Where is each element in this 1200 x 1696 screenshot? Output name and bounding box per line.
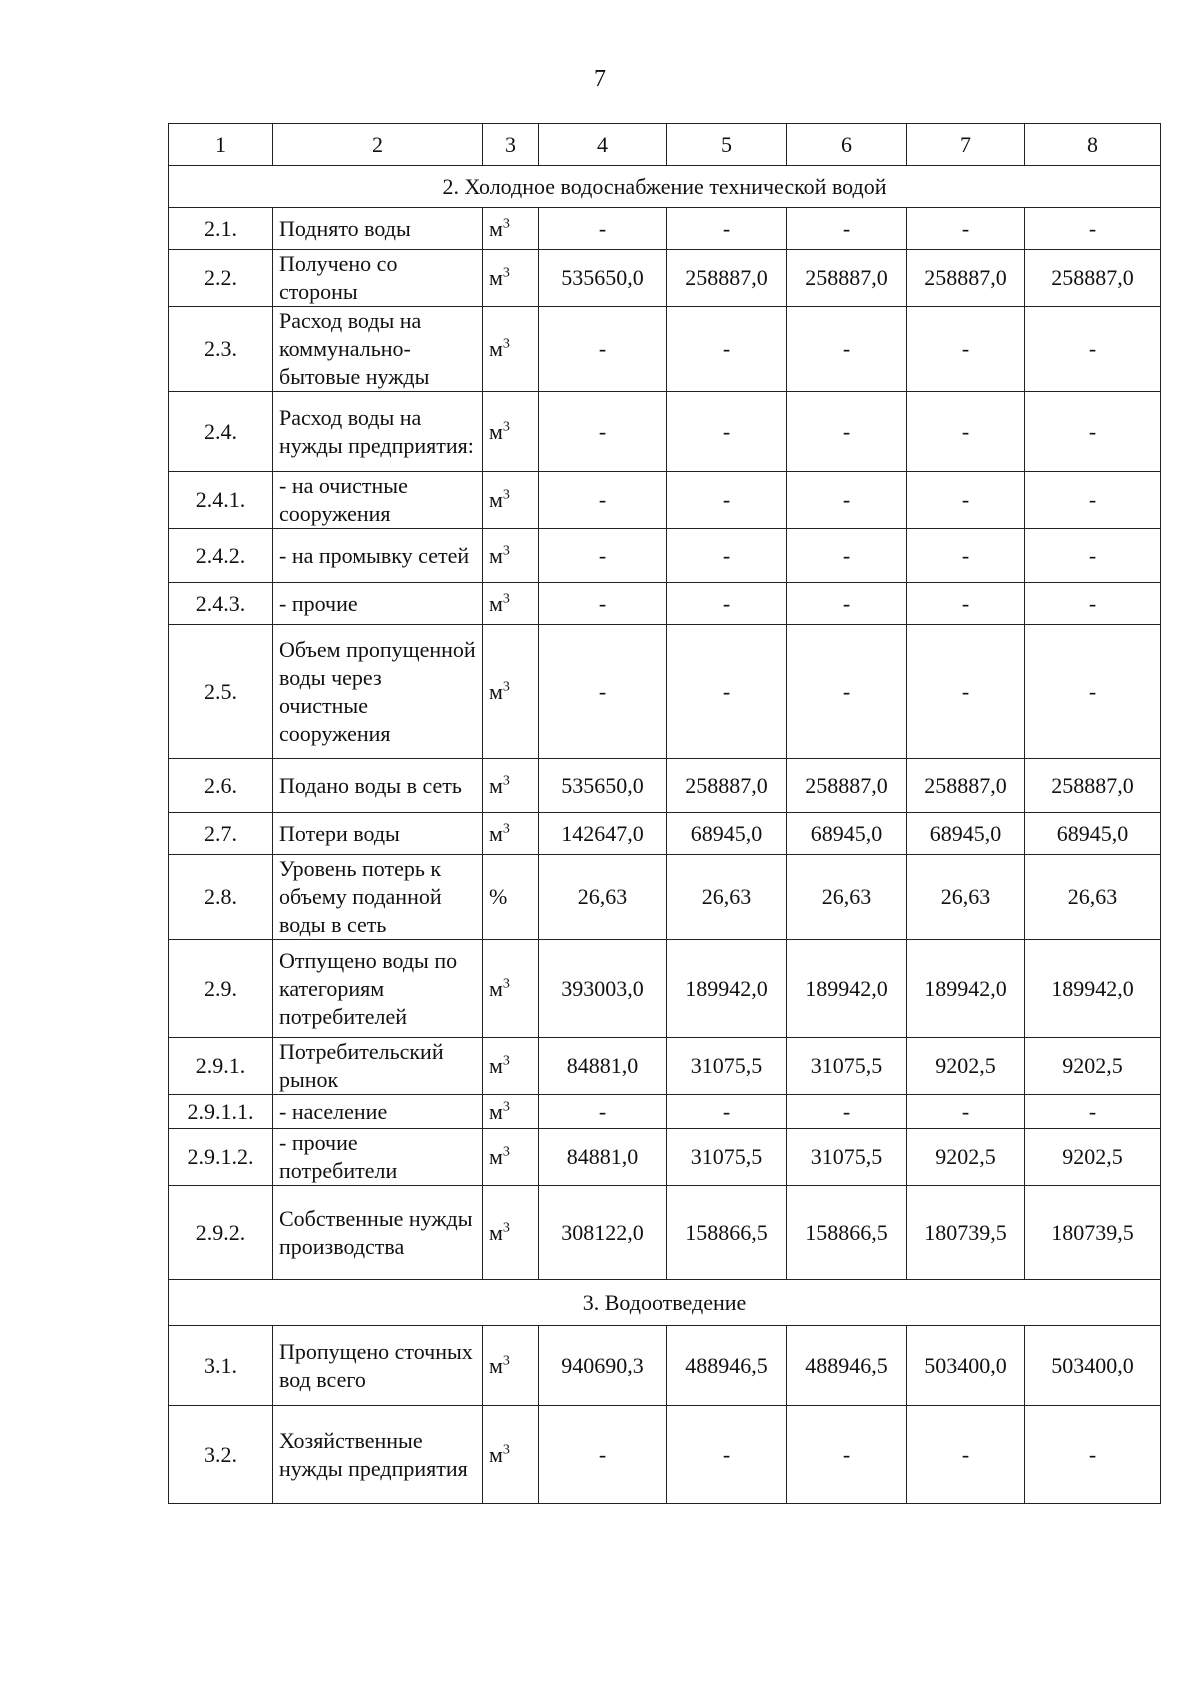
value-cell: 189942,0 (787, 940, 907, 1038)
value-cell: - (1025, 472, 1161, 529)
value-cell: 31075,5 (787, 1038, 907, 1095)
row-name: Уровень потерь к объему поданной воды в сеть (273, 855, 483, 940)
value-cell: - (1025, 529, 1161, 583)
value-cell: - (667, 208, 787, 250)
unit-exponent: 3 (502, 821, 510, 837)
unit-exponent: 3 (502, 1099, 510, 1115)
column-number: 7 (907, 124, 1025, 166)
unit-exponent: 3 (502, 1353, 510, 1369)
row-unit (483, 1038, 539, 1095)
value-cell: - (539, 392, 667, 472)
value-cell: 84881,0 (539, 1129, 667, 1186)
unit-exponent: 3 (502, 1144, 510, 1160)
row-number: 2.9.1. (169, 1038, 273, 1095)
unit-cubic-meter: м (489, 1441, 503, 1467)
value-cell: - (787, 625, 907, 759)
row-number: 2.6. (169, 759, 273, 813)
value-cell: - (907, 392, 1025, 472)
value-cell: - (667, 472, 787, 529)
column-number: 4 (539, 124, 667, 166)
value-cell: - (667, 1406, 787, 1504)
row-number: 2.5. (169, 625, 273, 759)
value-cell: - (539, 583, 667, 625)
section-title-row (169, 166, 1161, 208)
value-cell: - (539, 208, 667, 250)
value-cell: - (667, 307, 787, 392)
table-row (169, 855, 1161, 940)
table-row (169, 1406, 1161, 1504)
section-title: 2. Холодное водоснабжение технической водой (169, 166, 1161, 208)
row-unit (483, 813, 539, 855)
unit-exponent: 3 (502, 773, 510, 789)
value-cell: - (907, 307, 1025, 392)
row-unit (483, 583, 539, 625)
row-name: Подано воды в сеть (273, 759, 483, 813)
value-cell: - (667, 529, 787, 583)
value-cell: 9202,5 (1025, 1038, 1161, 1095)
unit-cubic-meter: м (489, 1219, 503, 1245)
unit-cubic-meter: м (489, 542, 503, 568)
value-cell: - (907, 1406, 1025, 1504)
unit-cubic-meter: м (489, 975, 503, 1001)
row-unit (483, 940, 539, 1038)
value-cell: - (787, 472, 907, 529)
table-row (169, 625, 1161, 759)
value-cell: 9202,5 (907, 1038, 1025, 1095)
row-number: 2.8. (169, 855, 273, 940)
value-cell: - (787, 392, 907, 472)
value-cell: 258887,0 (667, 759, 787, 813)
row-number: 2.4. (169, 392, 273, 472)
row-name: - население (273, 1095, 483, 1129)
value-cell: - (907, 529, 1025, 583)
value-cell: 68945,0 (1025, 813, 1161, 855)
row-number: 2.2. (169, 250, 273, 307)
row-number: 2.4.1. (169, 472, 273, 529)
column-number: 8 (1025, 124, 1161, 166)
value-cell: 68945,0 (787, 813, 907, 855)
row-number: 2.3. (169, 307, 273, 392)
value-cell: 189942,0 (667, 940, 787, 1038)
value-cell: 9202,5 (1025, 1129, 1161, 1186)
value-cell: - (907, 583, 1025, 625)
row-name: Отпущено воды по категориям потребителей (273, 940, 483, 1038)
value-cell: - (539, 625, 667, 759)
unit-percent: % (489, 884, 508, 909)
value-cell: 393003,0 (539, 940, 667, 1038)
value-cell: - (1025, 583, 1161, 625)
row-unit (483, 250, 539, 307)
table-row (169, 583, 1161, 625)
table-row (169, 759, 1161, 813)
row-unit (483, 472, 539, 529)
value-cell: - (787, 1406, 907, 1504)
table-row (169, 472, 1161, 529)
table-row (169, 392, 1161, 472)
row-number: 2.9.1.2. (169, 1129, 273, 1186)
unit-cubic-meter: м (489, 820, 503, 846)
row-number: 2.9.2. (169, 1186, 273, 1280)
value-cell: - (787, 208, 907, 250)
unit-exponent: 3 (502, 419, 510, 435)
value-cell: 26,63 (787, 855, 907, 940)
value-cell: 258887,0 (907, 759, 1025, 813)
row-name: Потребительский рынок (273, 1038, 483, 1095)
table-row (169, 1129, 1161, 1186)
row-number: 3.2. (169, 1406, 273, 1504)
value-cell: - (539, 472, 667, 529)
unit-cubic-meter: м (489, 1352, 503, 1378)
table-row (169, 1095, 1161, 1129)
row-number: 2.9.1.1. (169, 1095, 273, 1129)
value-cell: 503400,0 (1025, 1326, 1161, 1406)
unit-cubic-meter: м (489, 1098, 503, 1124)
unit-exponent: 3 (502, 543, 510, 559)
value-cell: 535650,0 (539, 759, 667, 813)
unit-exponent: 3 (502, 216, 510, 232)
value-cell: 26,63 (1025, 855, 1161, 940)
row-unit (483, 1095, 539, 1129)
value-cell: - (667, 625, 787, 759)
row-name: Получено со стороны (273, 250, 483, 307)
row-name: Потери воды (273, 813, 483, 855)
value-cell: - (1025, 625, 1161, 759)
table-row (169, 940, 1161, 1038)
section-title-row (169, 1280, 1161, 1326)
unit-cubic-meter: м (489, 1144, 503, 1169)
value-cell: - (907, 208, 1025, 250)
value-cell: - (907, 1095, 1025, 1129)
table-row (169, 1038, 1161, 1095)
value-cell: 258887,0 (787, 759, 907, 813)
table-row (169, 307, 1161, 392)
table-row (169, 1186, 1161, 1280)
page-number: 7 (594, 66, 606, 92)
value-cell: 26,63 (667, 855, 787, 940)
value-cell: 31075,5 (787, 1129, 907, 1186)
value-cell: 26,63 (539, 855, 667, 940)
value-cell: - (787, 307, 907, 392)
unit-exponent: 3 (502, 591, 510, 607)
value-cell: 940690,3 (539, 1326, 667, 1406)
value-cell: - (667, 1095, 787, 1129)
table-row (169, 1326, 1161, 1406)
row-unit (483, 208, 539, 250)
value-cell: 258887,0 (1025, 250, 1161, 307)
unit-exponent: 3 (502, 679, 510, 695)
row-name: Расход воды на коммунально-бытовые нужды (273, 307, 483, 392)
row-name: Пропущено сточных вод всего (273, 1326, 483, 1406)
value-cell: 258887,0 (667, 250, 787, 307)
row-unit (483, 855, 539, 940)
value-cell: 488946,5 (787, 1326, 907, 1406)
value-cell: - (539, 529, 667, 583)
value-cell: 258887,0 (907, 250, 1025, 307)
row-unit (483, 759, 539, 813)
column-number: 5 (667, 124, 787, 166)
table-row (169, 529, 1161, 583)
unit-cubic-meter: м (489, 1053, 503, 1078)
column-number: 6 (787, 124, 907, 166)
column-number: 1 (169, 124, 273, 166)
value-cell: - (1025, 1406, 1161, 1504)
row-number: 2.7. (169, 813, 273, 855)
table-row (169, 208, 1161, 250)
table-row (169, 250, 1161, 307)
row-number: 3.1. (169, 1326, 273, 1406)
row-unit (483, 1129, 539, 1186)
row-name: Поднято воды (273, 208, 483, 250)
value-cell: - (907, 625, 1025, 759)
value-cell: 68945,0 (907, 813, 1025, 855)
unit-cubic-meter: м (489, 215, 503, 241)
value-cell: - (539, 307, 667, 392)
row-unit (483, 307, 539, 392)
value-cell: 503400,0 (907, 1326, 1025, 1406)
value-cell: 180739,5 (907, 1186, 1025, 1280)
row-unit (483, 625, 539, 759)
unit-cubic-meter: м (489, 678, 503, 704)
value-cell: 308122,0 (539, 1186, 667, 1280)
value-cell: 84881,0 (539, 1038, 667, 1095)
value-cell: - (1025, 307, 1161, 392)
unit-cubic-meter: м (489, 418, 503, 444)
row-number: 2.9. (169, 940, 273, 1038)
value-cell: 535650,0 (539, 250, 667, 307)
unit-cubic-meter: м (489, 265, 503, 290)
value-cell: 68945,0 (667, 813, 787, 855)
row-unit (483, 1406, 539, 1504)
unit-exponent: 3 (502, 487, 510, 503)
unit-exponent: 3 (502, 1220, 510, 1236)
row-number: 2.4.2. (169, 529, 273, 583)
column-number: 3 (483, 124, 539, 166)
table-row (169, 813, 1161, 855)
value-cell: - (1025, 208, 1161, 250)
row-number: 2.4.3. (169, 583, 273, 625)
value-cell: - (787, 583, 907, 625)
row-name: Расход воды на нужды предприятия: (273, 392, 483, 472)
value-cell: 26,63 (907, 855, 1025, 940)
unit-cubic-meter: м (489, 487, 503, 512)
value-cell: 488946,5 (667, 1326, 787, 1406)
row-name: - на очистные сооружения (273, 472, 483, 529)
row-number: 2.1. (169, 208, 273, 250)
unit-cubic-meter: м (489, 336, 503, 361)
unit-cubic-meter: м (489, 590, 503, 616)
unit-exponent: 3 (502, 1053, 510, 1069)
row-unit (483, 1186, 539, 1280)
row-unit (483, 1326, 539, 1406)
value-cell: - (539, 1095, 667, 1129)
value-cell: 31075,5 (667, 1129, 787, 1186)
value-cell: 180739,5 (1025, 1186, 1161, 1280)
value-cell: - (787, 1095, 907, 1129)
row-unit (483, 392, 539, 472)
value-cell: - (667, 583, 787, 625)
row-name: Хозяйственные нужды предприятия (273, 1406, 483, 1504)
value-cell: - (1025, 392, 1161, 472)
unit-exponent: 3 (502, 976, 510, 992)
value-cell: 189942,0 (1025, 940, 1161, 1038)
value-cell: 142647,0 (539, 813, 667, 855)
unit-exponent: 3 (502, 1442, 510, 1458)
value-cell: - (1025, 1095, 1161, 1129)
value-cell: - (787, 529, 907, 583)
value-cell: 9202,5 (907, 1129, 1025, 1186)
row-name: - прочие потребители (273, 1129, 483, 1186)
value-cell: - (539, 1406, 667, 1504)
value-cell: 158866,5 (787, 1186, 907, 1280)
column-number: 2 (273, 124, 483, 166)
value-cell: 158866,5 (667, 1186, 787, 1280)
value-cell: 31075,5 (667, 1038, 787, 1095)
row-name: - на промывку сетей (273, 529, 483, 583)
row-name: Собственные нужды производства (273, 1186, 483, 1280)
value-cell: - (907, 472, 1025, 529)
unit-exponent: 3 (502, 336, 510, 352)
value-cell: 189942,0 (907, 940, 1025, 1038)
row-name: Объем пропущенной воды через очистные сооружения (273, 625, 483, 759)
value-cell: 258887,0 (1025, 759, 1161, 813)
section-title: 3. Водоотведение (169, 1280, 1161, 1326)
value-cell: 258887,0 (787, 250, 907, 307)
water-balance-table (168, 123, 1161, 1504)
row-unit (483, 529, 539, 583)
value-cell: - (667, 392, 787, 472)
column-number-row (169, 124, 1161, 166)
unit-cubic-meter: м (489, 772, 503, 798)
unit-exponent: 3 (502, 265, 510, 281)
row-name: - прочие (273, 583, 483, 625)
